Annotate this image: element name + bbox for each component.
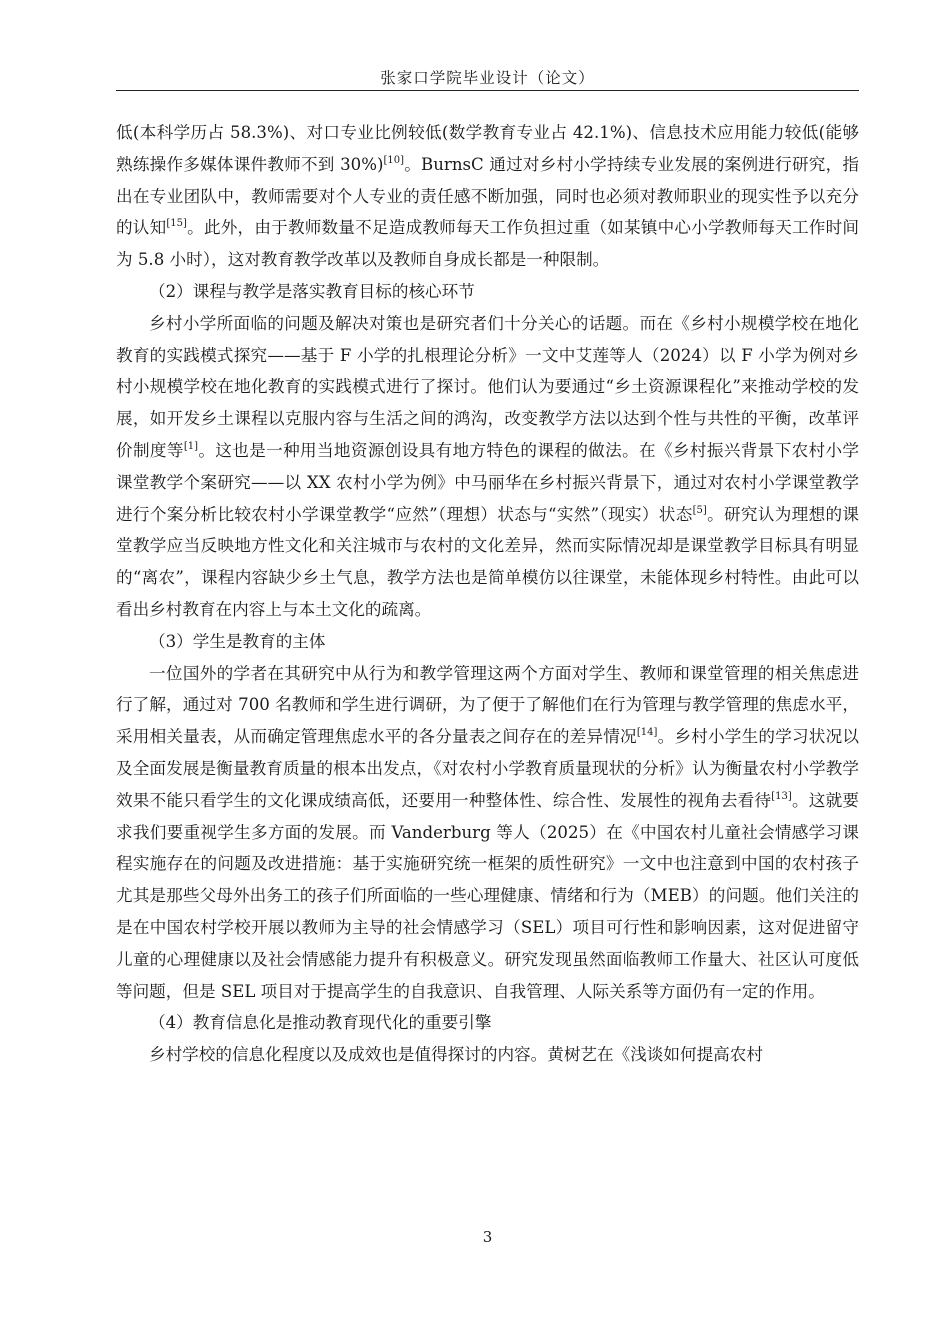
text-run: 乡村学校的信息化程度以及成效也是值得探讨的内容。黄树艺在《浅谈如何提高农村 (149, 1045, 763, 1065)
body-paragraph (116, 1039, 859, 1071)
page-header: 张家口学院毕业设计（论文） (380, 69, 595, 87)
citation-ref: [1] (183, 440, 198, 452)
document-body (116, 117, 859, 1071)
citation-ref: [5] (692, 504, 707, 516)
text-run: 。此外，由于教师数量不足造成教师每天工作负担过重（如某镇中心小学教师每天工作时间为 5.8 小时），这对教育教学改革以及教师自身成长都是一种限制。 (116, 218, 859, 270)
text-run: 乡村小学所面临的问题及解决对策也是研究者们十分关心的话题。而在《乡村小规模学校在地化教育的实践模式探究——基于 F 小学的扎根理论分析》一文中艾莲等人（2024）以 F 小学为例对乡村小规模学校在地化教育的实践模式进行了探讨。他们认为要通过“乡土资源课程化”来推动学校的发展，如开发乡土课程以克服内容与生活之间的鸿沟，改变教学方法以达到个性与共性的平衡，改革评价制度等 (116, 313, 859, 460)
citation-ref: [15] (166, 218, 187, 230)
page-number: 3 (482, 1228, 493, 1246)
body-paragraph (116, 308, 859, 626)
body-paragraph (116, 658, 859, 1008)
text-run: 。BurnsC 通过对乡村小学持续专业发展的案例进行研究，指出在专业团队中，教师需要对个人专业的责任感不断加强，同时也必须对教师职业的现实性予以充分的认知 (116, 154, 859, 238)
text-run: 一位国外的学者在其研究中从行为和教学管理这两个方面对学生、教师和课堂管理的相关焦虑进行了解，通过对 700 名教师和学生进行调研，为了便于了解他们在行为管理与教学管理的焦虑水平，采用相关量表，从而确定管理焦虑水平的各分量表之间存在的差异情况 (116, 663, 859, 747)
header-rule (116, 90, 859, 91)
text-run: （2）课程与教学是落实教育目标的核心环节 (149, 281, 475, 301)
text-run: 。这就要求我们要重视学生多方面的发展。而 Vanderburg 等人（2025）在《中国农村儿童社会情感学习课程实施存在的问题及改进措施：基于实施研究统一框架的质性研究》一文中也注意到中国的农村孩子尤其是那些父母外出务工的孩子们所面临的一些心理健康、情绪和行为（MEB）的问题。他们关注的是在中国农村学校开展以教师为主导的社会情感学习（SEL）项目可行性和影响因素，这对促进留守儿童的心理健康以及社会情感能力提升有积极意义。研究发现虽然面临教师工作量大、社区认可度低等问题，但是 SEL 项目对于提高学生的自我意识、自我管理、人际关系等方面仍有一定的作用。 (116, 790, 860, 1001)
text-run: 低(本科学历占 58.3%)、对口专业比例较低(数学教育专业占 42.1%)、信息技术应用能力较低(能够熟练操作多媒体课件教师不到 30%) (116, 123, 859, 174)
citation-ref: [10] (383, 154, 404, 166)
text-run: （4）教育信息化是推动教育现代化的重要引擎 (149, 1013, 492, 1033)
text-run: 。乡村小学生的学习状况以及全面发展是衡量教育质量的根本出发点，《对农村小学教育质量现状的分析》认为衡量农村小学教学效果不能只看学生的文化课成绩高低，还要用一种整体性、综合性、发展性的视角去看待 (116, 727, 860, 810)
text-run: 。研究认为理想的课堂教学应当反映地方性文化和关注城市与农村的文化差异，然而实际情况却是课堂教学目标具有明显的“离农”，课程内容缺少乡土气息，教学方法也是简单模仿以往课堂，未能体现乡村特性。由此可以看出乡村教育在内容上与本土文化的疏离。 (116, 504, 859, 619)
text-run: （3）学生是教育的主体 (149, 631, 326, 651)
citation-ref: [13] (771, 790, 792, 802)
text-run: 。这也是一种用当地资源创设具有地方特色的课程的做法。在《乡村振兴背景下农村小学课堂教学个案研究——以 XX 农村小学为例》中马丽华在乡村振兴背景下，通过对农村小学课堂教学进行个案分析比较农村小学课堂教学“应然”（理想）状态与“实然”（现实）状态 (116, 440, 860, 524)
citation-ref: [14] (636, 727, 658, 739)
section-heading (116, 1007, 859, 1039)
section-heading (116, 626, 859, 658)
section-heading (116, 276, 859, 308)
body-paragraph-continued (116, 117, 859, 276)
